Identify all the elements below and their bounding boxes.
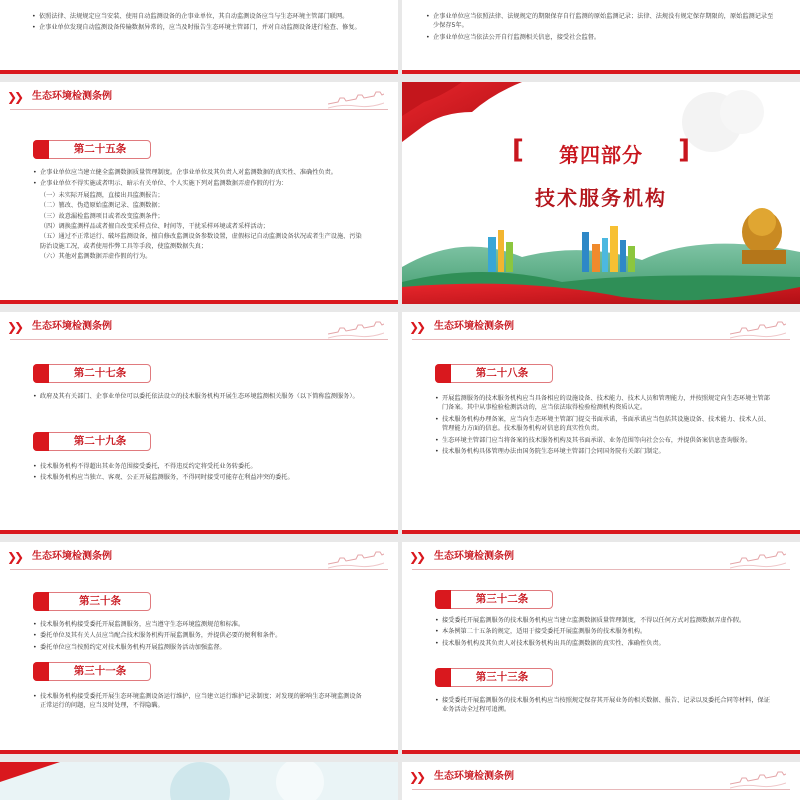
header-title: 生态环境检测条例 (434, 771, 514, 782)
bullet-list (435, 696, 775, 717)
great-wall-decoration-icon (730, 766, 786, 790)
slide-4-left[interactable] (0, 542, 398, 754)
slide-4-right[interactable] (402, 542, 800, 754)
list-item: （二）篡改、伪造原始监测记录、监测数据； (40, 202, 164, 210)
bracket-left: [ (512, 135, 524, 165)
slide-5-left-cover[interactable] (0, 762, 398, 800)
list-item: • 企事业单位发现自动监测设备传输数据异常的，应当及时报告生态环境主管部门，并对自动监测设备进行检查、修复。 (32, 23, 362, 32)
bracket-right: ] (678, 135, 690, 165)
chevron-icon: ❯❯ (409, 320, 424, 334)
slide-5-right[interactable] (402, 762, 800, 800)
article-badge: 第二十五条 (33, 140, 151, 159)
slide-2-right-section-cover[interactable] (402, 82, 800, 304)
list-item: • 技术服务机构及其负责人对技术服务机构出具的监测数据的真实性、准确性负责。 (435, 639, 775, 648)
header-title: 生态环境检测条例 (434, 551, 514, 562)
list-item: • 委托单位应当按照约定对技术服务机构开展监测服务活动加强监督。 (33, 643, 363, 652)
article-badge: 第二十九条 (33, 432, 151, 451)
header-title: 生态环境检测条例 (32, 551, 112, 562)
header-divider (412, 569, 790, 570)
article-badge: 第三十三条 (435, 668, 553, 687)
article-badge: 第三十条 (33, 592, 151, 611)
article-badge: 第三十二条 (435, 590, 553, 609)
list-item: • 生态环境主管部门应当将备案的技术服务机构及其书面承诺、业务范围等向社会公布，并提供备案信息查询服务。 (435, 436, 775, 445)
list-item: • 接受委托开展监测服务的技术服务机构应当按照规定保存其开展业务的相关数据、报告、记录以及委托合同等材料，保证业务活动全过程可追溯。 (435, 696, 775, 715)
article-badge: 第二十七条 (33, 364, 151, 383)
bullet-list (33, 392, 363, 403)
list-item: （五）通过不正常运行、破坏监测设备，擅自修改监测设备参数设置，虚假标记自动监测设备状况或者生产设施、污染防治设施工况，或者使用作弊工具等手段，使监测数据失真； (40, 233, 362, 250)
article-badge: 第二十八条 (435, 364, 553, 383)
great-wall-decoration-icon (730, 546, 786, 570)
footer-bar (0, 530, 398, 534)
header-title: 生态环境检测条例 (32, 91, 112, 102)
great-wall-decoration-icon (328, 316, 384, 340)
list-item: • 技术服务机构不得超出其业务范围接受委托，不得违反约定将受托业务转委托。 (33, 462, 363, 471)
header-divider (10, 109, 388, 110)
section-title-text: 第四部分 (559, 143, 643, 167)
list-item: • 技术服务机构具体管理办法由国务院生态环境主管部门会同国务院有关部门制定。 (435, 447, 775, 456)
list-item: • 企事业单位不得实施或者明示、暗示有关单位、个人实施下列对监测数据弄虚作假的行为： (33, 179, 365, 188)
footer-bar (402, 530, 800, 534)
chevron-icon: ❯❯ (409, 550, 424, 564)
slide-1-left[interactable] (0, 0, 398, 74)
slide-1-right[interactable] (402, 0, 800, 74)
list-item: • 技术服务机构应当独立、客观、公正开展监测服务，不得同时接受可能存在利益冲突的委托。 (33, 473, 363, 482)
article-badge: 第三十一条 (33, 662, 151, 681)
slide-3-right[interactable] (402, 312, 800, 534)
bullet-list (33, 692, 363, 713)
list-item: （三）故意漏检监测项目或者改变监测条件； (40, 212, 164, 220)
footer-bar (0, 70, 398, 74)
list-item: • 接受委托开展监测服务的技术服务机构应当建立监测数据质量管理制度，不得以任何方式对监测数据弄虚作假。 (435, 616, 775, 625)
header-title: 生态环境检测条例 (32, 321, 112, 332)
bullet-list (33, 462, 363, 485)
chevron-icon: ❯❯ (7, 320, 22, 334)
list-item: • 企事业单位应当依法公开自行监测相关信息，接受社会监督。 (426, 33, 776, 42)
bullet-list (33, 168, 365, 263)
list-item: • 技术服务机构接受委托开展监测服务，应当遵守生态环境监测规范和标准。 (33, 620, 363, 629)
slide-header (402, 312, 800, 342)
bullet-list (33, 620, 363, 654)
footer-bar (0, 750, 398, 754)
slide-3-left[interactable] (0, 312, 398, 534)
list-item: • 开展监测服务的技术服务机构应当具备相应的设施设备、技术能力、技术人员和管理能力，并按照规定向生态环境主管部门备案。其中从事检验检测活动的，应当依法取得检验检测机构资质认定。 (435, 394, 775, 413)
slide-header (0, 82, 398, 112)
cover-background-illustration (0, 762, 398, 800)
list-item: （六）其他对监测数据弄虚作假的行为。 (40, 253, 152, 261)
chevron-icon: ❯❯ (7, 550, 22, 564)
slide-header (402, 542, 800, 572)
bullet-list (435, 616, 775, 650)
footer-bar (402, 70, 800, 74)
footer-bar (402, 750, 800, 754)
header-title: 生态环境检测条例 (434, 321, 514, 332)
list-item: • 企事业单位应当依照法律、法规规定的期限保存自行监测的原始监测记录；法律、法规没有规定保存期限的，原始监测记录至少保存5年。 (426, 12, 776, 31)
section-title (512, 137, 690, 165)
list-item: • 本条例第二十五条的规定，适用于接受委托开展监测服务的技术服务机构。 (435, 627, 775, 636)
slide-header (0, 312, 398, 342)
footer-bar (0, 300, 398, 304)
header-divider (412, 339, 790, 340)
chevron-icon: ❯❯ (409, 770, 424, 784)
bullet-list (32, 12, 362, 35)
slide-2-left[interactable] (0, 82, 398, 304)
bullet-list (435, 394, 775, 458)
great-wall-decoration-icon (328, 86, 384, 110)
chevron-icon: ❯❯ (7, 90, 22, 104)
list-item: • 委托单位及其有关人员应当配合技术服务机构开展监测服务，并提供必要的便利和条件。 (33, 631, 363, 640)
list-item: • 政府及其有关部门、企事业单位可以委托依法设立的技术服务机构开展生态环境监测相关服务（以下简称监测服务）。 (33, 392, 363, 401)
great-wall-decoration-icon (730, 316, 786, 340)
list-item: • 企事业单位应当建立健全监测数据质量管理制度。企事业单位及其负责人对监测数据的真实性、准确性负责。 (33, 168, 365, 177)
list-item: （四）调换监测样品或者擅自改变采样点位、时间等，干扰采样环境或者采样活动； (40, 223, 269, 231)
slide-header (0, 542, 398, 572)
slide-header (402, 762, 800, 792)
section-subtitle: 技术服务机构 (535, 186, 667, 210)
bullet-list (426, 12, 776, 44)
list-item: （一）未实际开展监测，直接出具监测报告； (40, 191, 164, 199)
great-wall-decoration-icon (328, 546, 384, 570)
list-item: • 技术服务机构接受委托开展生态环境监测设备运行维护，应当建立运行维护记录制度；对发现的影响生态环境监测设备正常运行的问题，应当及时处理，不得隐瞒。 (33, 692, 363, 711)
header-divider (10, 339, 388, 340)
list-item: • 依照法律、法规规定应当安装、使用自动监测设备的企事业单位，其自动监测设备应当与生态环境主管部门联网。 (32, 12, 362, 21)
list-item: • 技术服务机构办理备案，应当向生态环境主管部门提交书面承诺，书面承诺应当包括其设施设备、技术能力、技术人员、管理能力方面的信息。技术服务机构对信息的真实性负责。 (435, 415, 775, 434)
header-divider (10, 569, 388, 570)
header-divider (412, 789, 790, 790)
